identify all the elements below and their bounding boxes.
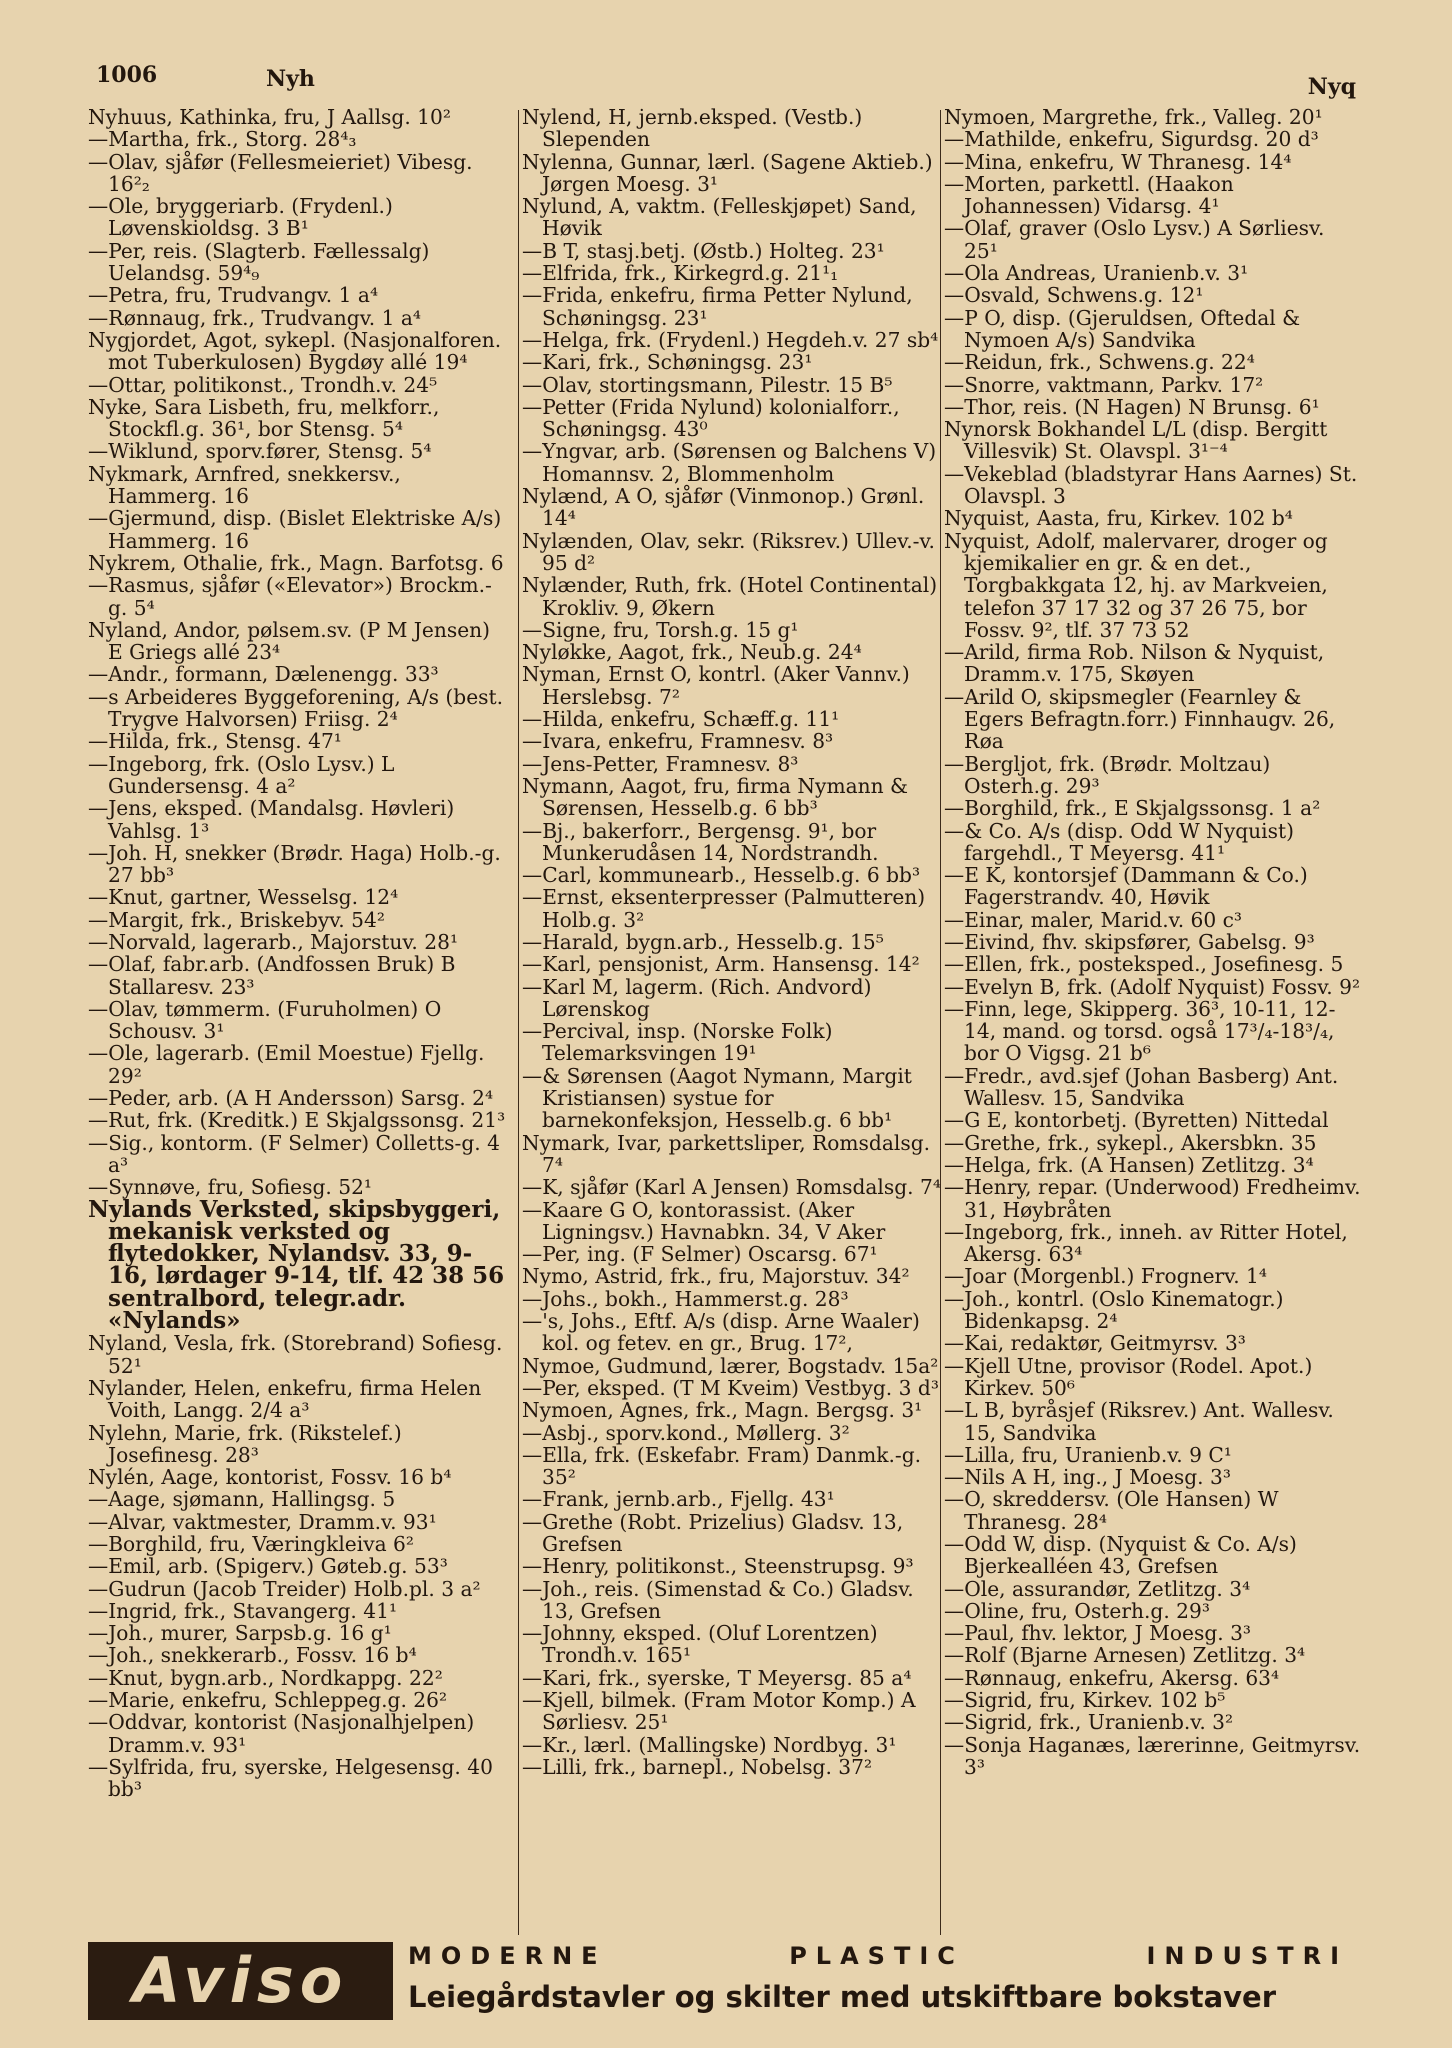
directory-entry: —Ellen, frk., posteksped., Josefinesg. 5 — [944, 952, 1344, 977]
directory-entry: —Asbj., sporv.kond., Møllerg. 3² — [522, 1420, 850, 1445]
ad-word: MODERNE — [408, 1942, 607, 1970]
directory-entry: —Lilla, fru, Uranienb.v. 9 C¹ — [944, 1442, 1232, 1467]
directory-entry: —Fredr., avd.sjef (Johan Basberg) Ant. Wallesv. 15, Sandvika — [944, 1063, 1339, 1111]
directory-entry: —Olav, tømmerm. (Furuholmen) O Schousv. 3¹ — [88, 996, 442, 1044]
directory-column-2 — [522, 106, 942, 1778]
directory-entry: Nyke, Sara Lisbeth, fru, melkforr., Stockfl.g. 36¹, bor Stensg. 5⁴ — [88, 394, 440, 442]
directory-entry: —Sylfrida, fru, syerske, Helgesensg. 40 bb³ — [88, 1754, 493, 1802]
directory-entry: —Vekeblad (bladstyrar Hans Aarnes) St. Olavspl. 3 — [944, 461, 1358, 509]
directory-entry: —Rønnaug, enkefru, Akersg. 63⁴ — [944, 1665, 1280, 1690]
directory-entry: Nyland, Vesla, frk. (Storebrand) Sofiesg. 52¹ — [88, 1331, 503, 1378]
directory-entry: Nylenna, Gunnar, lærl. (Sagene Aktieb.) Jørgen Moesg. 3¹ — [522, 149, 933, 196]
directory-entry: Nymo, Astrid, frk., fru, Majorstuv. 34² — [522, 1264, 910, 1289]
directory-entry: Nyquist, Adolf, malervarer, droger og kjemikalier en gr. & en det., Torgbakkgata 12, hj. av Markveien, telefon 37 17 32 og 37 26 75, bor Fossv. 9², tlf. 37 73 52 — [944, 528, 1328, 642]
directory-entry: —Mina, enkefru, W Thranesg. 14⁴ — [944, 149, 1292, 174]
directory-entry: —Sonja Haganæs, lærerinne, Geitmyrsv. 3³ — [944, 1732, 1361, 1779]
directory-entry: —Ottar, politikonst., Trondh.v. 24⁵ — [88, 372, 438, 397]
directory-entry: —Einar, maler, Marid.v. 60 c³ — [944, 907, 1243, 932]
ad-word: PLASTIC — [789, 1942, 964, 1970]
directory-entry: —& Co. A/s (disp. Odd W Nyquist) fargehdl., T Meyersg. 41¹ — [944, 818, 1294, 865]
directory-entry: —Joh., snekkerarb., Fossv. 16 b⁴ — [88, 1643, 417, 1668]
directory-entry: —s Arbeideres Byggeforening, A/s (best. Trygve Halvorsen) Friisg. 2⁴ — [88, 684, 504, 732]
directory-entry: Nylænd, A O, sjåfør (Vinmonop.) Grønl. 14⁴ — [522, 484, 925, 531]
directory-entry: —Sig., kontorm. (F Selmer) Colletts-g. 4 a³ — [88, 1130, 500, 1177]
directory-entry: Nylander, Helen, enkefru, firma Helen Voith, Langg. 2/4 a³ — [88, 1375, 482, 1423]
directory-entry: —E K, kontorsjef (Dammann & Co.) Fagerstrandv. 40, Høvik — [944, 863, 1308, 910]
directory-entry: —Eivind, fhv. skipsfører, Gabelsg. 9³ — [944, 929, 1315, 954]
directory-entry: —Sigrid, fru, Kirkev. 102 b⁵ — [944, 1688, 1226, 1713]
directory-entry: —Henry, repar. (Underwood) Fredheimv. 31, Høybråten — [944, 1175, 1361, 1222]
directory-entry: —Rasmus, sjåfør («Elevator») Brockm.-g. 5⁴ — [88, 573, 492, 620]
right-guide-word: Nyq — [1307, 74, 1356, 100]
directory-entry: —Rolf (Bjarne Arnesen) Zetlitzg. 3⁴ — [944, 1643, 1306, 1668]
directory-column-3 — [944, 106, 1364, 1778]
directory-entry: —Olaf, fabr.arb. (Andfossen Bruk) B Stallaresv. 23³ — [88, 952, 456, 999]
directory-entry: —Yngvar, arb. (Sørensen og Balchens V) Homannsv. 2, Blommenholm — [522, 439, 937, 486]
directory-entry: —Morten, parkettl. (Haakon Johannessen) Vidarsg. 4¹ — [944, 171, 1234, 219]
directory-entry: —O, skreddersv. (Ole Hansen) W Thranesg. 28⁴ — [944, 1487, 1279, 1534]
directory-entry: —Frank, jernb.arb., Fjellg. 43¹ — [522, 1487, 835, 1512]
directory-entry: —Helga, frk. (Frydenl.) Hegdeh.v. 27 sb⁴ — [522, 327, 939, 352]
directory-entry: Nymoen, Agnes, frk., Magn. Bergsg. 3¹ — [522, 1398, 923, 1423]
directory-entry: Nylehn, Marie, frk. (Rikstelef.) Josefinesg. 28³ — [88, 1420, 402, 1467]
directory-entry: —Grethe (Robt. Prizelius) Gladsv. 13, Grefsen — [522, 1509, 904, 1556]
column-divider — [518, 110, 519, 1935]
directory-entry: —Ingeborg, frk., inneh. av Ritter Hotel, Akersg. 63⁴ — [944, 1219, 1348, 1267]
directory-entry: —Joh., murer, Sarpsb.g. 16 g¹ — [88, 1621, 392, 1646]
directory-entry: —Ingeborg, frk. (Oslo Lysv.) L Gundersensg. 4 a² — [88, 751, 395, 798]
directory-entry: —Frida, enkefru, firma Petter Nylund, Schøningsg. 23¹ — [522, 283, 913, 330]
directory-entry: —Joar (Morgenbl.) Frognerv. 1⁴ — [944, 1264, 1267, 1289]
directory-entry: —K, sjåfør (Karl A Jensen) Romsdalsg. 7⁴ — [522, 1175, 941, 1200]
left-guide-word: Nyh — [266, 66, 315, 92]
directory-entry: —Carl, kommunearb., Hesselb.g. 6 bb³ — [522, 863, 921, 888]
directory-entry: —Kjell Utne, provisor (Rodel. Apot.) Kirkev. 50⁶ — [944, 1353, 1313, 1400]
directory-entry: —P O, disp. (Gjeruldsen, Oftedal & Nymoen A/s) Sandvika — [944, 305, 1301, 352]
directory-entry: Nylænden, Olav, sekr. (Riksrev.) Ullev.-v. 95 d² — [522, 528, 935, 575]
directory-entry: —Gudrun (Jacob Treider) Holb.pl. 3 a² — [88, 1576, 481, 1601]
directory-entry: —Peder, arb. (A H Andersson) Sarsg. 2⁴ — [88, 1086, 494, 1111]
directory-entry: —Jens, eksped. (Mandalsg. Høvleri) Vahlsg. 1³ — [88, 796, 455, 843]
directory-entry: —Kari, frk., syerske, T Meyersg. 85 a⁴ — [522, 1665, 912, 1690]
directory-entry: —Joh., kontrl. (Oslo Kinematogr.) Bidenkapsg. 2⁴ — [944, 1286, 1284, 1334]
directory-entry: —Per, reis. (Slagterb. Fællessalg) Uelandsg. 59⁴₉ — [88, 238, 430, 286]
directory-entry: —Aage, sjømann, Hallingsg. 5 — [88, 1487, 396, 1512]
directory-entry: Nymann, Aagot, fru, firma Nymann & Sørensen, Hesselb.g. 6 bb³ — [522, 773, 909, 821]
directory-entry: —Arild, firma Rob. Nilson & Nyquist, Dramm.v. 175, Skøyen — [944, 640, 1325, 687]
ad-word: INDUSTRI — [1146, 1942, 1348, 1970]
directory-entry: —Ole, assurandør, Zetlitzg. 3⁴ — [944, 1576, 1251, 1601]
directory-entry: Nygjordet, Agot, sykepl. (Nasjonalforen. mot Tuberkulosen) Bygdøy allé 19⁴ — [88, 327, 502, 375]
directory-entry: —Gjermund, disp. (Bislet Elektriske A/s) Hammerg. 16 — [88, 506, 502, 553]
page-number: 1006 — [96, 62, 158, 88]
directory-entry: —Olav, sjåfør (Fellesmeieriet) Vibesg. 16²₂ — [88, 149, 473, 196]
directory-entry: —Ole, lagerarb. (Emil Moestue) Fjellg. 29² — [88, 1041, 485, 1088]
directory-entry: —Borghild, fru, Væringkleiva 6² — [88, 1532, 414, 1556]
directory-entry: Nylend, H, jernb.eksped. (Vestb.) Slependen — [522, 105, 863, 152]
directory-entry: Nyquist, Aasta, fru, Kirkev. 102 b⁴ — [944, 506, 1293, 531]
directory-entry: —Bj., bakerforr., Bergensg. 9¹, bor Munkerudåsen 14, Nordstrandh. — [522, 818, 879, 865]
directory-entry: —Knut, bygn.arb., Nordkappg. 22² — [88, 1665, 443, 1690]
directory-entry: —Elfrida, frk., Kirkegrd.g. 21¹₁ — [522, 261, 839, 286]
directory-entry: Nykrem, Othalie, frk., Magn. Barfotsg. 6 — [88, 550, 504, 575]
directory-entry: —Sigrid, frk., Uranienb.v. 3² — [944, 1710, 1234, 1735]
directory-entry: —Joh. H, snekker (Brødr. Haga) Holb.-g. 27 bb³ — [88, 840, 501, 888]
directory-column-1 — [88, 106, 508, 1801]
directory-entry: —Ola Andreas, Uranienb.v. 3¹ — [944, 261, 1249, 286]
directory-entry: Nymoe, Gudmund, lærer, Bogstadv. 15a² — [522, 1353, 939, 1378]
directory-entry: —Petter (Frida Nylund) kolonialforr., Schøningsg. 43⁰ — [522, 394, 900, 442]
directory-entry: —Petra, fru, Trudvangv. 1 a⁴ — [88, 283, 379, 308]
ad-headline — [408, 1942, 1348, 1970]
directory-entry: —Emil, arb. (Spigerv.) Gøteb.g. 53³ — [88, 1554, 448, 1579]
directory-entry: —Ella, frk. (Eskefabr. Fram) Danmk.-g. 35² — [522, 1442, 922, 1490]
directory-entry: —Bergljot, frk. (Brødr. Moltzau) Osterh.g. 29³ — [944, 751, 1271, 798]
directory-entry: —Ingrid, frk., Stavangerg. 41¹ — [88, 1598, 398, 1623]
directory-entry: —Johnny, eksped. (Oluf Lorentzen) Trondh.v. 165¹ — [522, 1621, 878, 1668]
directory-entry: —Osvald, Schwens.g. 12¹ — [944, 283, 1204, 308]
directory-entry: Nynorsk Bokhandel L/L (disp. Bergitt Villesvik) St. Olavspl. 3¹⁻⁴ — [944, 417, 1328, 464]
directory-entry: —Harald, bygn.arb., Hesselb.g. 15⁵ — [522, 929, 884, 954]
page-header — [96, 62, 1356, 102]
directory-entry: —Lilli, frk., barnepl., Nobelsg. 37² — [522, 1754, 873, 1779]
directory-entry: —Wiklund, sporv.fører, Stensg. 5⁴ — [88, 439, 432, 464]
directory-entry: —Martha, frk., Storg. 28⁴₃ — [88, 127, 357, 152]
directory-entry: —Joh., reis. (Simenstad & Co.) Gladsv. 13, Grefsen — [522, 1576, 914, 1623]
directory-entry: —Grethe, frk., sykepl., Akersbkn. 35 — [944, 1130, 1317, 1155]
directory-entry: Nykmark, Arnfred, snekkersv., Hammerg. 16 — [88, 461, 401, 509]
directory-entry: —Kjell, bilmek. (Fram Motor Komp.) A Sørliesv. 25¹ — [522, 1688, 916, 1735]
directory-entry: —Alvar, vaktmester, Dramm.v. 93¹ — [88, 1509, 437, 1534]
directory-entry: —Knut, gartner, Wesselsg. 12⁴ — [88, 885, 399, 910]
directory-entry: Nyhuus, Kathinka, fru, J Aallsg. 10² — [88, 105, 451, 129]
directory-entry: —Karl M, lagerm. (Rich. Andvord) Lørenskog — [522, 974, 872, 1021]
directory-entry: —Rønnaug, frk., Trudvangv. 1 a⁴ — [88, 305, 421, 330]
directory-entry: —L B, byråsjef (Riksrev.) Ant. Wallesv. 15, Sandvika — [944, 1398, 1334, 1445]
directory-entry: —Helga, frk. (A Hansen) Zetlitzg. 3⁴ — [944, 1152, 1314, 1177]
directory-entry: —Oline, fru, Osterh.g. 29³ — [944, 1598, 1210, 1623]
directory-entry: —Borghild, frk., E Skjalgssonsg. 1 a² — [944, 796, 1321, 821]
directory-entry: —Arild O, skipsmegler (Fearnley & Egers Befragtn.forr.) Finnhaugv. 26, Røa — [944, 684, 1336, 754]
directory-entry: —Andr., formann, Dælenengg. 33³ — [88, 662, 439, 687]
directory-entry: —Hilda, enkefru, Schæff.g. 11¹ — [522, 707, 840, 732]
directory-entry: —Ivara, enkefru, Framnesv. 8³ — [522, 729, 834, 754]
directory-entry: —Signe, fru, Torsh.g. 15 g¹ — [522, 617, 799, 642]
directory-entry: —Evelyn B, frk. (Adolf Nyquist) Fossv. 9² — [944, 974, 1361, 999]
directory-entry: —Percival, insp. (Norske Folk) Telemarksvingen 19¹ — [522, 1019, 833, 1066]
directory-entry: —B T, stasj.betj. (Østb.) Holteg. 23¹ — [522, 238, 885, 263]
directory-entry: —Marie, enkefru, Schleppeg.g. 26² — [88, 1688, 448, 1713]
directory-entry: —Per, ing. (F Selmer) Oscarsg. 67¹ — [522, 1242, 878, 1267]
directory-entry: —Kari, frk., Schøningsg. 23¹ — [522, 350, 813, 375]
directory-entry: Nylands Verksted, skipsbyggeri, mekanisk verksted og flytedokker, Nylandsv. 33, 9-16, lørdager 9-14, tlf. 42 38 56 sentralbord, telegr.adr. «Nylands» — [88, 1195, 505, 1335]
directory-entry: Nyland, Andor, pølsem.sv. (P M Jensen) E Griegs allé 23⁴ — [88, 617, 491, 665]
aviso-logo: Aviso — [88, 1942, 393, 2020]
directory-entry: —Margit, frk., Briskebyv. 54² — [88, 907, 385, 932]
directory-entry: —Kr., lærl. (Mallingske) Nordbyg. 3¹ — [522, 1732, 897, 1757]
directory-entry: —Olav, stortingsmann, Pilestr. 15 B⁵ — [522, 372, 893, 397]
directory-entry: Nymoen, Margrethe, frk., Valleg. 20¹ — [944, 105, 1323, 129]
directory-entry: —Rut, frk. (Kreditk.) E Skjalgssonsg. 21³ — [88, 1108, 506, 1133]
directory-entry: —Paul, fhv. lektor, J Moesg. 3³ — [944, 1621, 1252, 1646]
directory-entry: —Hilda, frk., Stensg. 47¹ — [88, 729, 342, 754]
directory-entry: —Synnøve, fru, Sofiesg. 52¹ — [88, 1175, 373, 1200]
directory-entry: Nylund, A, vaktm. (Felleskjøpet) Sand, Høvik — [522, 194, 917, 241]
directory-entry: —Kaare G O, kontorassist. (Aker Ligningsv.) Havnabkn. 34, V Aker — [522, 1197, 886, 1244]
directory-entry: —Karl, pensjonist, Arm. Hansensg. 14² — [522, 952, 920, 977]
directory-entry: —Oddvar, kontorist (Nasjonalhjelpen) Dramm.v. 93¹ — [88, 1710, 475, 1757]
directory-entry: —Henry, politikonst., Steenstrupsg. 9³ — [522, 1554, 914, 1579]
directory-entry: Nylén, Aage, kontorist, Fossv. 16 b⁴ — [88, 1465, 452, 1490]
directory-entry: —Thor, reis. (N Hagen) N Brunsg. 6¹ — [944, 394, 1320, 419]
directory-entry: —Snorre, vaktmann, Parkv. 17² — [944, 372, 1264, 397]
directory-entry: —Jens-Petter, Framnesv. 8³ — [522, 751, 799, 776]
directory-entry: Nymark, Ivar, parkettsliper, Romsdalsg. 7⁴ — [522, 1130, 931, 1177]
directory-entry: —Ole, bryggeriarb. (Frydenl.) Løvenskioldsg. 3 B¹ — [88, 194, 393, 241]
directory-entry: —Mathilde, enkefru, Sigurdsg. 20 d³ — [944, 127, 1319, 152]
directory-entry: —G E, kontorbetj. (Byretten) Nittedal — [944, 1108, 1329, 1133]
advertisement — [88, 1942, 1348, 2020]
directory-entry: —& Sørensen (Aagot Nymann, Margit Kristiansen) systue for barnekonfeksjon, Hesselb.g. 6 bb¹ — [522, 1063, 912, 1133]
directory-entry: —Odd W, disp. (Nyquist & Co. A/s) Bjerkealléen 43, Grefsen — [944, 1532, 1297, 1579]
directory-entry: —Norvald, lagerarb., Majorstuv. 28¹ — [88, 929, 459, 954]
directory-entry: —Johs., bokh., Hammerst.g. 28³ — [522, 1286, 849, 1311]
directory-entry: —Kai, redaktør, Geitmyrsv. 3³ — [944, 1331, 1246, 1356]
directory-entry: —Finn, lege, Skipperg. 36³, 10-11, 12-14, mand. og torsd. også 17³/₄-18³/₄, bor O Vigsg. 21 b⁶ — [944, 996, 1336, 1066]
directory-entry: Nyman, Ernst O, kontrl. (Aker Vannv.) Herslebsg. 7² — [522, 662, 910, 709]
directory-entry: —Olaf, graver (Oslo Lysv.) A Sørliesv. 25¹ — [944, 216, 1325, 263]
directory-entry: —Ernst, eksenterpresser (Palmutteren) Holb.g. 3² — [522, 885, 926, 932]
directory-entry: Nyløkke, Aagot, frk., Neub.g. 24⁴ — [522, 640, 862, 665]
directory-entry: —'s, Johs., Eftf. A/s (disp. Arne Waaler) kol. og fetev. en gr., Brug. 17², — [522, 1309, 920, 1356]
ad-tagline: Leiegårdstavler og skilter med utskiftbare bokstaver — [408, 1980, 1277, 2014]
directory-entry: —Per, eksped. (T M Kveim) Vestbyg. 3 d³ — [522, 1375, 939, 1400]
directory-entry: —Nils A H, ing., J Moesg. 3³ — [944, 1465, 1231, 1490]
directory-entry: Nylænder, Ruth, frk. (Hotel Continental) Krokliv. 9, Økern — [522, 573, 938, 620]
directory-entry: —Reidun, frk., Schwens.g. 22⁴ — [944, 350, 1255, 375]
